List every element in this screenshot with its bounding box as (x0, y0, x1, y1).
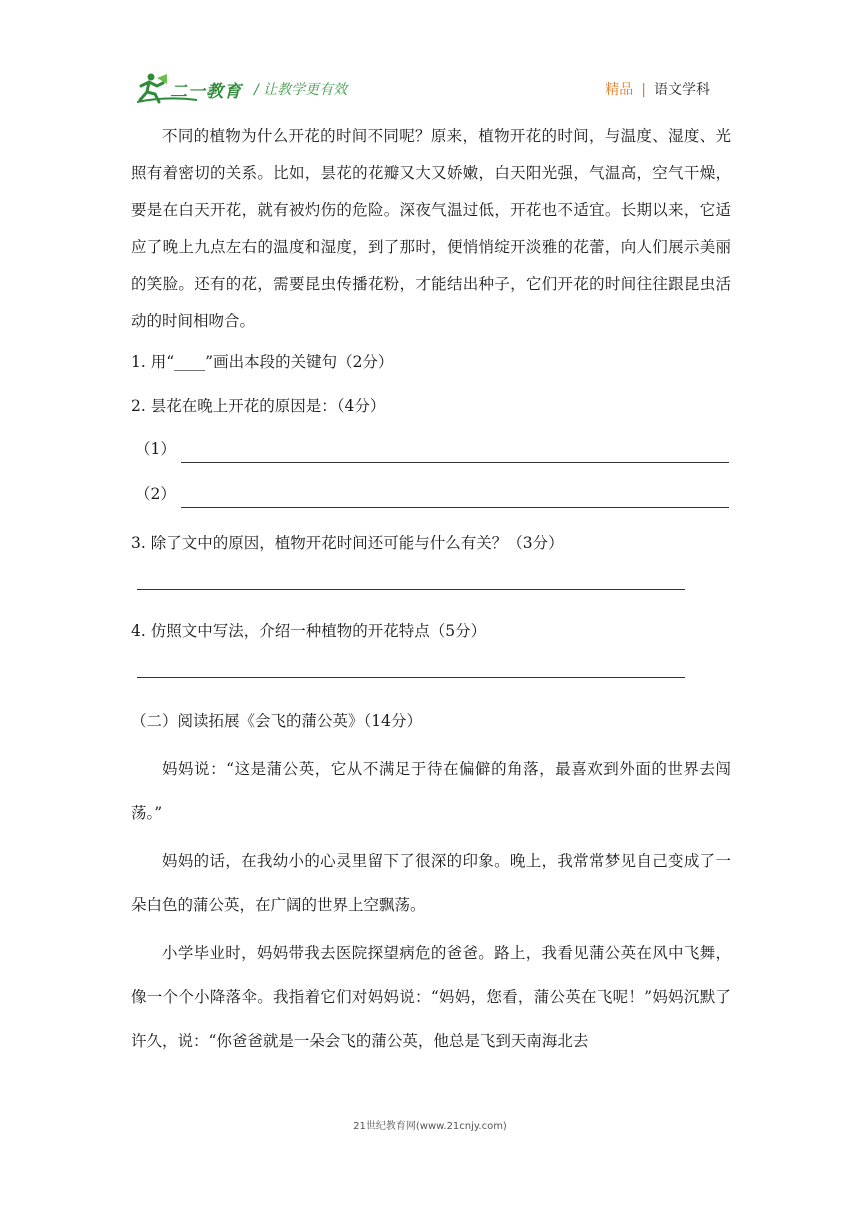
brand-name: 二一教育 (170, 82, 242, 102)
page-header (0, 0, 860, 110)
question-1: 1. 用“____”画出本段的关键句（2分） (131, 353, 394, 371)
header-tags (605, 79, 710, 99)
question-3: 3. 除了文中的原因，植物开花时间还可能与什么有关？（3分） (131, 534, 564, 552)
page-footer: 21世纪教育网(www.21cnjy.com) (353, 1121, 507, 1132)
blank-label: （2） (135, 485, 176, 503)
section-2-title: （二）阅读拓展《会飞的蒲公英》（14分） (131, 712, 422, 730)
document-body (131, 118, 731, 1063)
question-2: 2. 昙花在晚上开花的原因是：（4分） (131, 397, 386, 415)
underline (137, 589, 685, 590)
subject-tag: 语文学科 (654, 82, 710, 98)
question-4: 4. 仿照文中写法，介绍一种植物的开花特点（5分） (131, 622, 487, 640)
story-paragraph: 小学毕业时，妈妈带我去医院探望病危的爸爸。路上，我看见蒲公英在风中飞舞，像一个个小降落伞。我指着它们对妈妈说：“妈妈，您看，蒲公英在飞呢！”妈妈沉默了许久，说：“你爸爸就是一朵会飞的蒲公英，他总是飞到天南海北去 (131, 944, 731, 1050)
brand-slogan: / 让教学更有效 (254, 82, 348, 98)
answer-line-4[interactable] (131, 653, 731, 697)
answer-line-2-2[interactable] (131, 473, 731, 518)
header-separator: | (641, 82, 646, 98)
answer-line-2-1[interactable] (131, 428, 731, 473)
story-paragraph: 妈妈说：“这是蒲公英，它从不满足于待在偏僻的角落，最喜欢到外面的世界去闯荡。” (131, 760, 731, 822)
passage-paragraph: 不同的植物为什么开花的时间不同呢？原来，植物开花的时间，与温度、湿度、光照有着密切的关系。比如，昙花的花瓣又大又娇嫩，白天阳光强，气温高，空气干燥，要是在白天开花，就有被灼伤的危险。深夜气温过低，开花也不适宜。长期以来，它适应了晚上九点左右的温度和湿度，到了那时，便悄悄绽开淡雅的花蕾，向人们展示美丽的笑脸。还有的花，需要昆虫传播花粉，才能结出种子，它们开花的时间往往跟昆虫活动的时间相吻合。 (131, 127, 731, 330)
blank-label: （1） (135, 440, 176, 458)
underline (181, 462, 729, 463)
story-paragraph: 妈妈的话，在我幼小的心灵里留下了很深的印象。晚上，我常常梦见自己变成了一朵白色的蒲公英，在广阔的世界上空飘荡。 (131, 852, 731, 914)
quality-tag: 精品 (605, 82, 634, 98)
underline (137, 677, 685, 678)
answer-line-3[interactable] (131, 565, 731, 609)
underline (181, 507, 729, 508)
